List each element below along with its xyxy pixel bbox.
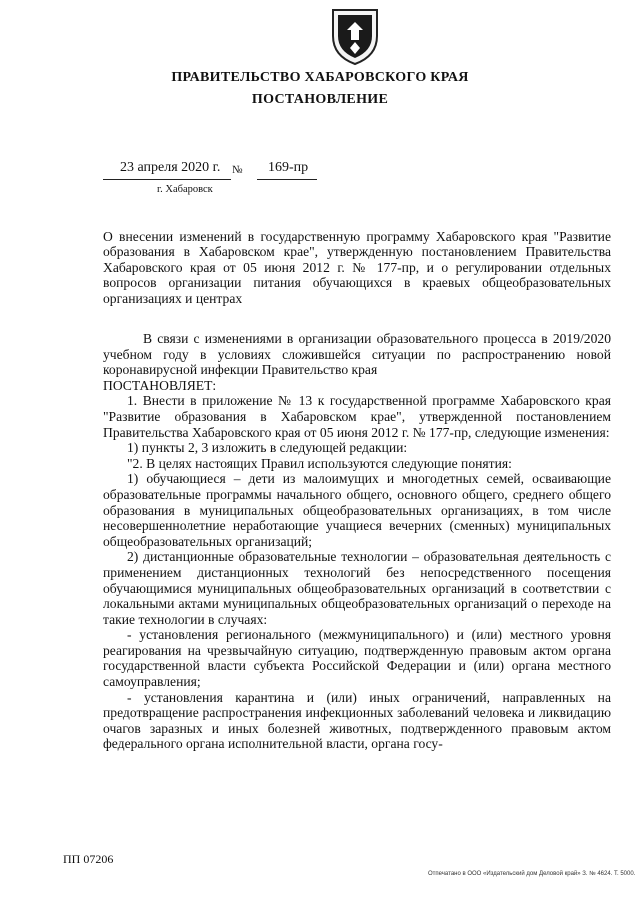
number-underline [257, 179, 317, 180]
body-paragraph: 2) дистанционные образовательные технологии – образовательная деятельность с применением дистанционных технологий без непосредственного посещения обучающимися муниципальных общеобразовательных организаций в соответствии с локальными актами муниципальных общеобразовательных организаций о переходе на такие технологии в случаях: [103, 549, 611, 627]
document-number: 169-пр [268, 160, 309, 175]
document-type: ПОСТАНОВЛЕНИЕ [251, 92, 389, 107]
body-paragraph: - установления регионального (межмуниципального) и (или) местного уровня реагирования на чрезвычайную ситуацию, подтвержденную правовым актом органа государственной власти субъекта Российской Федерации и (или) органа местного самоуправления; [103, 627, 611, 690]
body-paragraph: В связи с изменениями в организации образовательного процесса в 2019/2020 учебном году в условиях сложившейся ситуации по распространению новой коронавирусной инфекции Правительство края [103, 331, 611, 378]
coat-of-arms-emblem [329, 6, 381, 66]
number-label: № [232, 164, 243, 176]
government-name: ПРАВИТЕЛЬСТВО ХАБАРОВСКОГО КРАЯ [171, 70, 469, 85]
document-subject: О внесении изменений в государственную программу Хабаровского края "Развитие образования в Хабаровском крае", утвержденную постановлением Правительства Хабаровского края от 05 июня 2012 г. № 177-пр, и о регулировании отдельных вопросов организации питания обучающихся в краевых общеобразовательных организациях и центрах [103, 229, 611, 306]
date-underline [103, 179, 231, 180]
body-paragraph: 1) пункты 2, 3 изложить в следующей редакции: [127, 440, 408, 456]
document-city: г. Хабаровск [157, 184, 213, 195]
resolution-keyword: ПОСТАНОВЛЯЕТ: [103, 377, 217, 393]
body-paragraph: "2. В целях настоящих Правил используются следующие понятия: [127, 455, 512, 471]
document-body [103, 331, 611, 752]
document-date: 23 апреля 2020 г. [120, 160, 221, 175]
body-paragraph: 1. Внести в приложение № 13 к государственной программе Хабаровского края "Развитие образования в Хабаровском крае", утвержденной постановлением Правительства Хабаровского края от 05 июня 2012 г. № 177-пр, следующие изменения: [103, 393, 611, 440]
print-note: Отпечатано в ООО «Издательский дом Деловой край» З. № 4624. Т. 5000. [428, 871, 636, 877]
body-paragraph: - установления карантина и (или) иных ограничений, направленных на предотвращение распространения инфекционных заболеваний человека и ликвидацию очагов заразных и иных болезней животных, подтвержденного правовым актом федерального органа исполнительной власти, органа госу- [103, 689, 611, 752]
body-paragraph: 1) обучающиеся – дети из малоимущих и многодетных семей, осваивающие образовательные программы начального общего, основного общего, среднего общего образования в муниципальных общеобразовательных организациях, в том числе несовершеннолетние неработающие учащиеся вечерних (сменных) муниципальных общеобразовательных организаций; [103, 471, 611, 549]
document-code: ПП 07206 [63, 852, 114, 866]
